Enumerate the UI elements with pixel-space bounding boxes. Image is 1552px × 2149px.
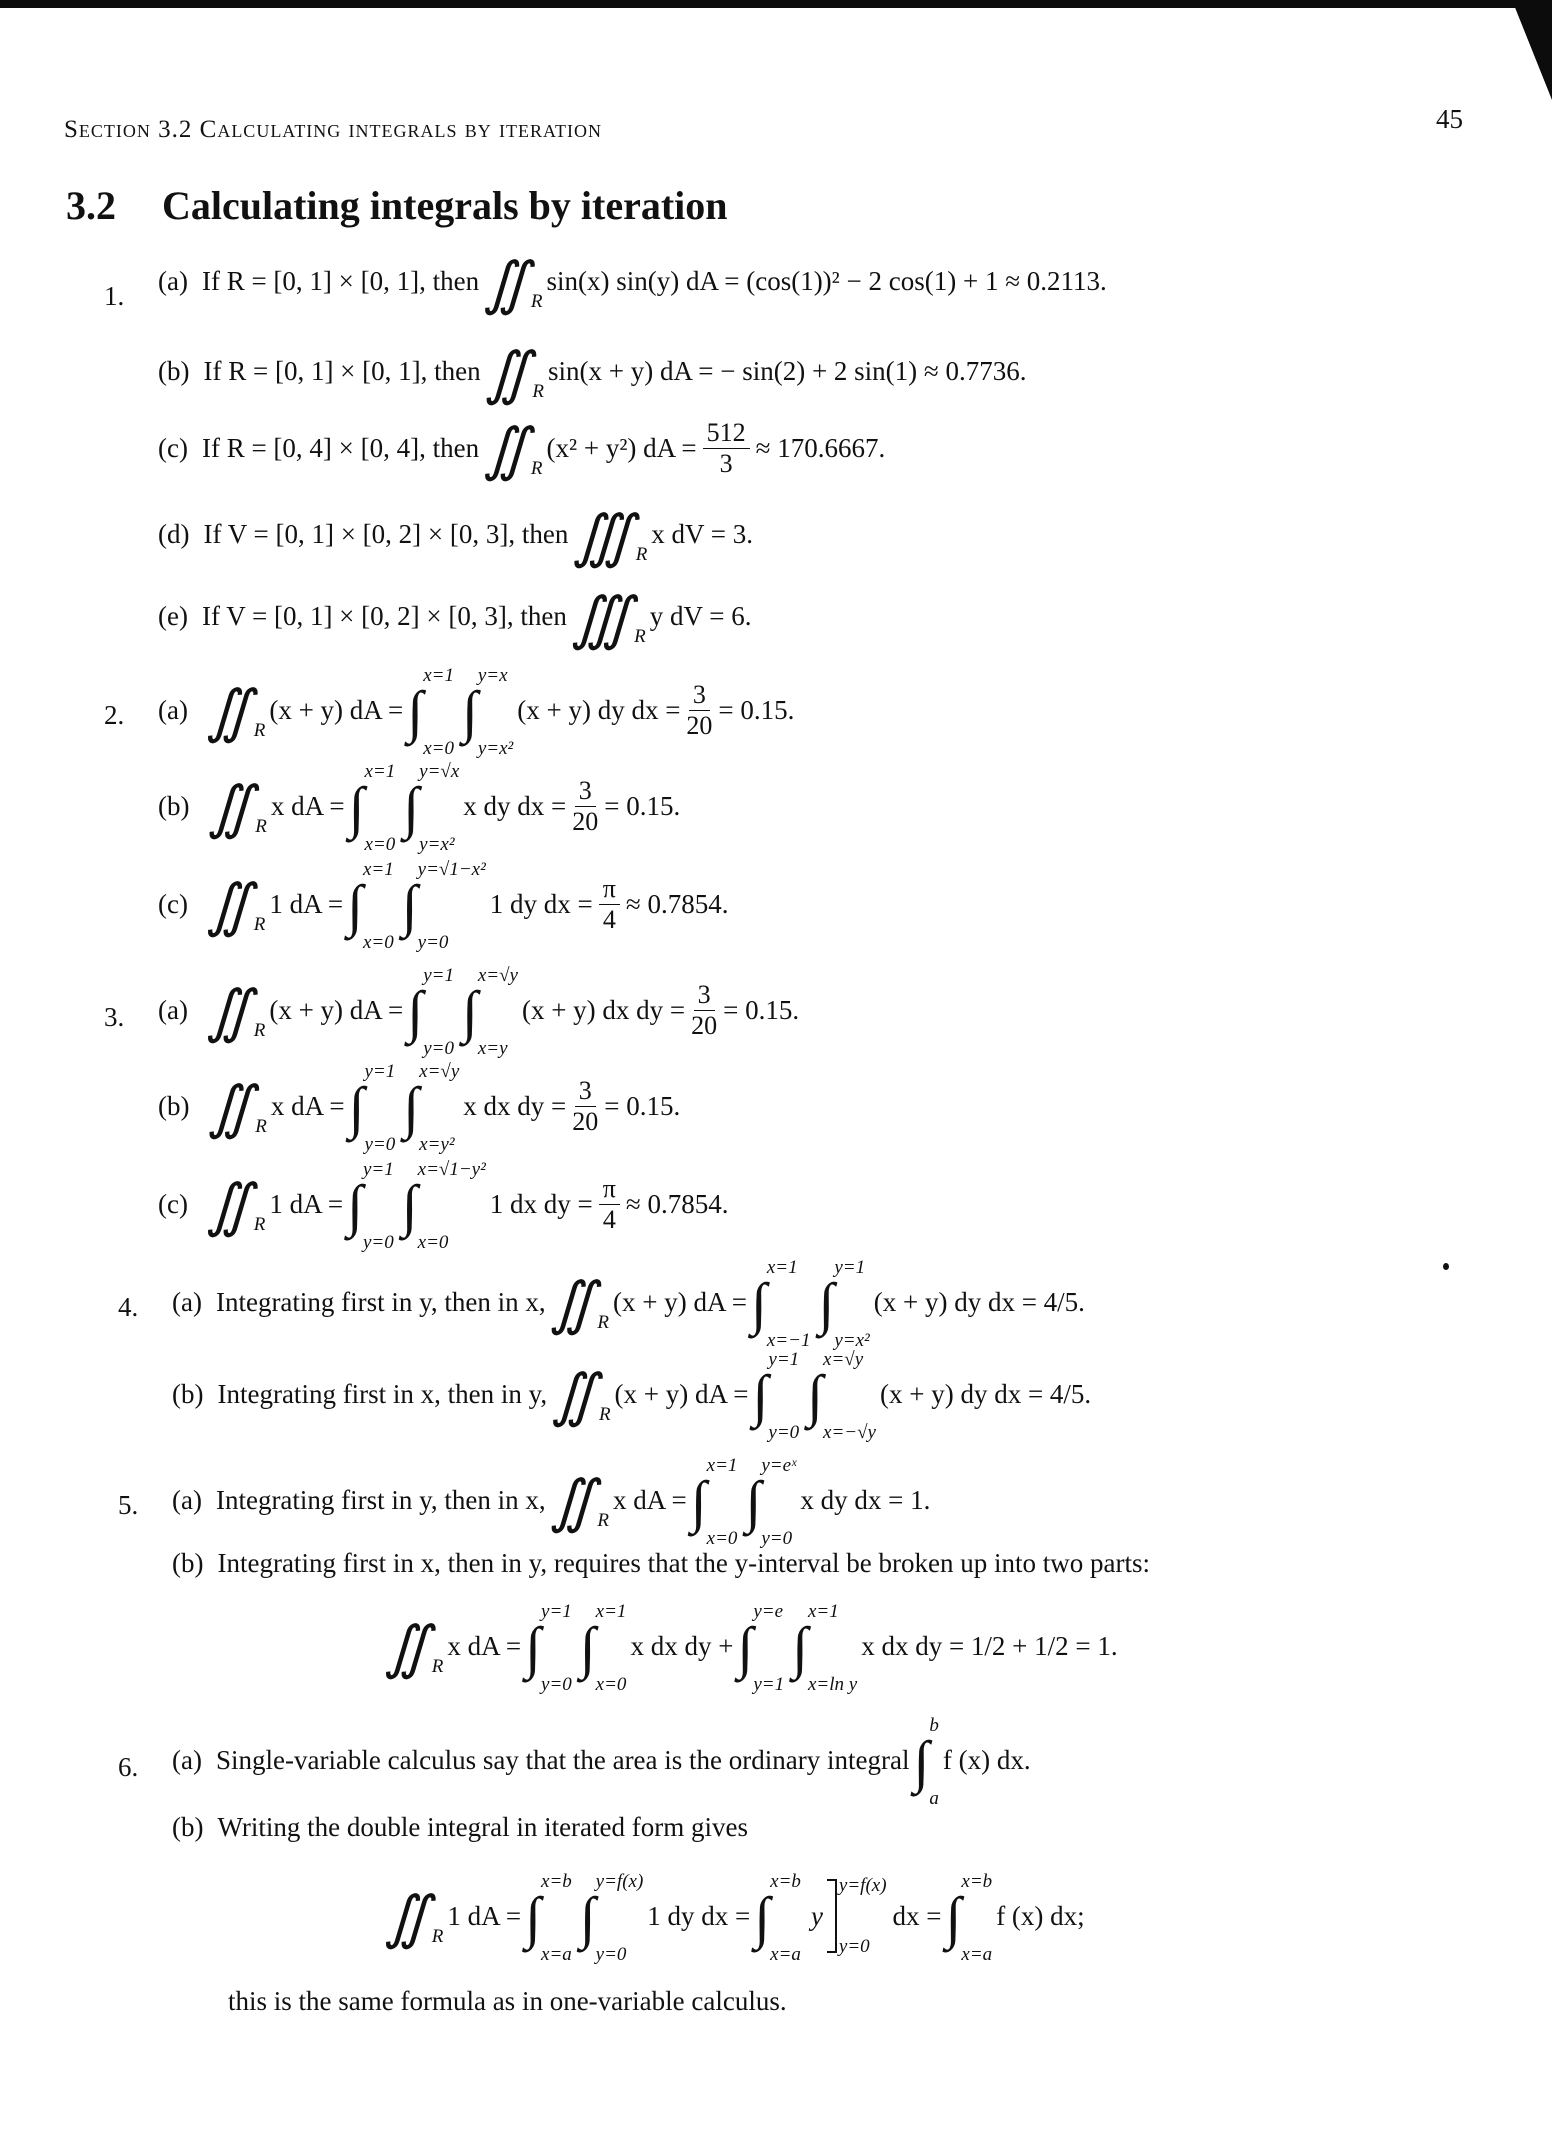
problem-1b: (b) If R = [0, 1] × [0, 1], then ∬ R sin(x + y) dA = − sin(2) + 2 sin(1) ≈ 0.7736. (158, 340, 1027, 406)
problem-number: 6. (118, 1752, 139, 1782)
scan-speck (1443, 1263, 1449, 1270)
scan-corner-shadow (1512, 0, 1552, 100)
problem-6b: (b) Writing the double integral in iterated form gives (172, 1812, 748, 1842)
problem-1c: (c) If R = [0, 4] × [0, 4], then ∬ R (x² + y²) dA = $\frac{512}{3}$ ≈ 170.6667. (158, 417, 886, 483)
problem-number: 3. (104, 1002, 125, 1032)
problem-6-equation: ∬ R 1 dA = ∫ x=b x=a ∫ y=f(x) y=0 1 dy dx = ∫ x=b x=a y y=f(x) y=0 dx = ∫ x=b x=a f (x) dx; (384, 1871, 1085, 1965)
closing-sentence: this is the same formula as in one-variable calculus. (228, 1986, 787, 2016)
problem-5-equation: ∬ R x dA = ∫ y=1 y=0 ∫ x=1 x=0 x dx dy + ∫ y=e y=1 ∫ x=1 x=ln y x dx dy = 1/2 + 1/2 = 1. (384, 1601, 1118, 1695)
scan-top-edge (0, 0, 1552, 8)
problem-1d: (d) If V = [0, 1] × [0, 2] × [0, 3], then ∭ R x dV = 3. (158, 503, 754, 569)
running-head: Section 3.2 Calculating integrals by iteration (64, 116, 603, 143)
problem-2b: (b) ∬ R x dA = ∫ x=1 x=0 ∫ y=√x y=x² x dy dx = $\frac{3}{20}$ = 0.15. (158, 761, 681, 855)
problem-number: 5. (118, 1490, 139, 1520)
problem-number: 1. (104, 281, 125, 311)
problem-number: 4. (118, 1292, 139, 1322)
problem-1e: (e) If V = [0, 1] × [0, 2] × [0, 3], then ∭ R y dV = 6. (158, 585, 752, 651)
problem-number: 2. (104, 700, 125, 730)
problem-2a: (a) ∬ R (x + y) dA = ∫ x=1 x=0 ∫ y=x y=x² (x + y) dy dx = $\frac{3}{20}$ = 0.15. (158, 665, 795, 759)
problem-4b: (b) Integrating first in x, then in y, ∬ R (x + y) dA = ∫ y=1 y=0 ∫ x=√y x=−√y (x + y) dy dx = 4/5. (172, 1349, 1092, 1443)
problem-3b: (b) ∬ R x dA = ∫ y=1 y=0 ∫ x=√y x=y² x dx dy = $\frac{3}{20}$ = 0.15. (158, 1061, 681, 1155)
problem-4a: (a) Integrating first in y, then in x, ∬ R (x + y) dA = ∫ x=1 x=−1 ∫ y=1 y=x² (x + y) dy dx = 4/5. (172, 1257, 1085, 1351)
problem-1a: (a) If R = [0, 1] × [0, 1], then ∬ R sin(x) sin(y) dA = (cos(1))² − 2 cos(1) + 1 ≈ 0.2113. (158, 250, 1107, 316)
problem-3c: (c) ∬ R 1 dA = ∫ y=1 y=0 ∫ x=√1−y² x=0 1 dx dy = $\frac{\pi}{4}$ ≈ 0.7854. (158, 1159, 729, 1253)
problem-5a: (a) Integrating first in y, then in x, ∬ R x dA = ∫ x=1 x=0 ∫ y=eˣ y=0 x dy dx = 1. (172, 1455, 931, 1549)
problem-5b: (b) Integrating first in x, then in y, requires that the y-interval be broken up into two parts: (172, 1548, 1150, 1578)
problem-2c: (c) ∬ R 1 dA = ∫ x=1 x=0 ∫ y=√1−x² y=0 1 dy dx = $\frac{\pi}{4}$ ≈ 0.7854. (158, 859, 729, 953)
problem-6a: (a) Single-variable calculus say that the area is the ordinary integral ∫ b a f (x) dx. (172, 1715, 1031, 1809)
page-number: 45 (1436, 104, 1463, 134)
problem-3a: (a) ∬ R (x + y) dA = ∫ y=1 y=0 ∫ x=√y x=y (x + y) dx dy = $\frac{3}{20}$ = 0.15. (158, 965, 800, 1059)
section-title: 3.2 Calculating integrals by iteration (66, 183, 728, 228)
